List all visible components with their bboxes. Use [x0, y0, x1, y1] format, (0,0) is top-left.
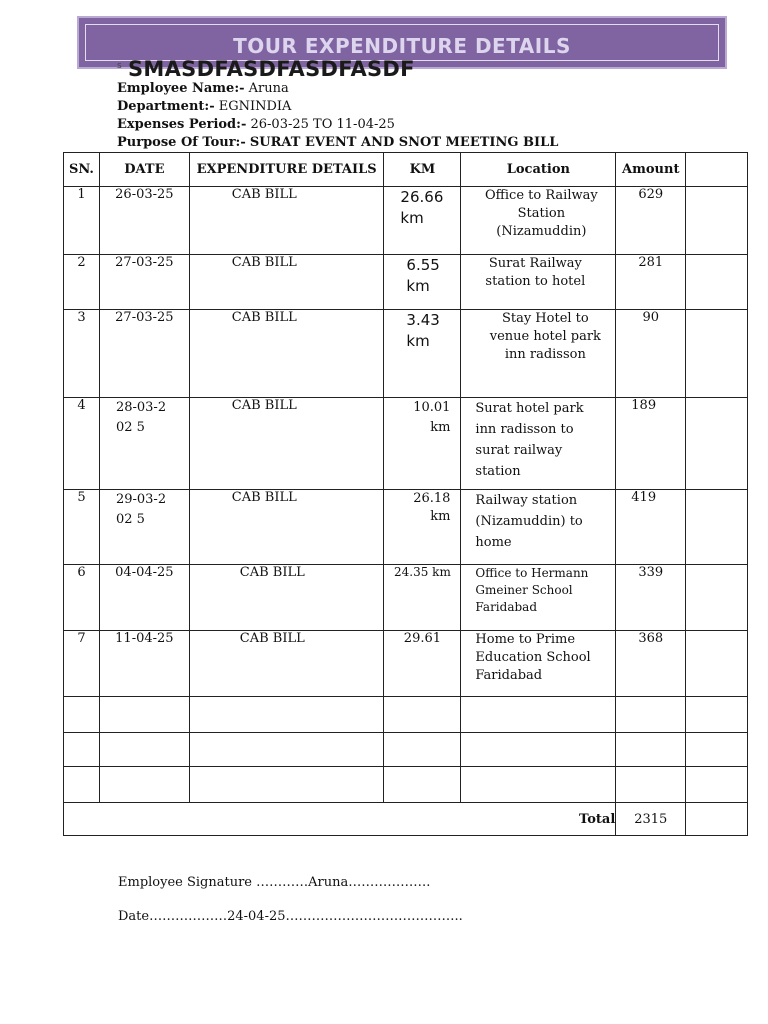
- row-amount: 90: [616, 310, 686, 398]
- empty-row: [64, 697, 748, 733]
- department-line: [117, 98, 291, 116]
- purpose-line: [117, 134, 558, 152]
- date-value: 24-04-25: [227, 909, 286, 924]
- document-subtitle: SMASDFASDFASDFASDF: [128, 57, 415, 81]
- row-date: 11-04-25: [99, 631, 189, 697]
- row-location: Office to Railway Station (Nizamuddin): [461, 187, 616, 255]
- row-amount: 339: [616, 565, 686, 631]
- row-km: 26.66 km: [384, 187, 461, 255]
- row-location: Surat hotel park inn radisson to surat railway station: [461, 398, 616, 490]
- signature-dots-before: …………: [256, 875, 309, 890]
- row-sn: 4: [64, 398, 100, 490]
- row-km: 24.35 km: [384, 565, 461, 631]
- expenditure-table: [63, 152, 748, 836]
- row-extra: [686, 565, 748, 631]
- empty-row: [64, 767, 748, 803]
- row-details: CAB BILL: [189, 310, 384, 398]
- row-amount: 629: [616, 187, 686, 255]
- row-sn: 2: [64, 255, 100, 310]
- employee-name-line: [117, 80, 289, 98]
- document-title: TOUR EXPENDITURE DETAILS: [233, 34, 571, 58]
- row-date: 04-04-25: [99, 565, 189, 631]
- row-date: 27-03-25: [99, 310, 189, 398]
- table-row: [64, 398, 748, 490]
- signature-label: Employee Signature: [118, 875, 252, 890]
- row-km: 10.01 km: [384, 398, 461, 490]
- signature-line: [118, 875, 430, 890]
- date-line: [118, 909, 463, 924]
- row-extra: [686, 187, 748, 255]
- row-location: Home to Prime Education School Faridabad: [461, 631, 616, 697]
- total-extra: [686, 803, 748, 836]
- table-row: [64, 565, 748, 631]
- row-extra: [686, 631, 748, 697]
- row-details: CAB BILL: [189, 490, 384, 565]
- purpose-label: Purpose Of Tour:-: [117, 135, 246, 150]
- table-row: [64, 255, 748, 310]
- expenses-period-line: [117, 116, 395, 134]
- row-sn: 6: [64, 565, 100, 631]
- header-extra: [686, 153, 748, 187]
- row-km: 29.61: [384, 631, 461, 697]
- row-sn: 7: [64, 631, 100, 697]
- row-date: 26-03-25: [99, 187, 189, 255]
- row-km: 26.18 km: [384, 490, 461, 565]
- department-label: Department:-: [117, 99, 215, 114]
- row-extra: [686, 490, 748, 565]
- date-dots-before: ………………: [149, 909, 228, 924]
- row-km: 6.55 km: [384, 255, 461, 310]
- table-row: [64, 631, 748, 697]
- row-details: CAB BILL: [189, 255, 384, 310]
- row-details: CAB BILL: [189, 565, 384, 631]
- row-date: 29-03-2 02 5: [99, 490, 189, 565]
- table-header-row: [64, 153, 748, 187]
- expenses-period-value: 26-03-25 TO 11-04-25: [250, 117, 395, 132]
- header-date: DATE: [99, 153, 189, 187]
- total-label: Total: [64, 803, 616, 836]
- table-row: [64, 310, 748, 398]
- row-location: Office to Hermann Gmeiner School Faridabad: [461, 565, 616, 631]
- header-km: KM: [384, 153, 461, 187]
- row-amount: 368: [616, 631, 686, 697]
- row-location: Surat Railway station to hotel: [461, 255, 616, 310]
- row-details: CAB BILL: [189, 631, 384, 697]
- total-row: [64, 803, 748, 836]
- date-dots-after: …………………………………..: [285, 909, 463, 924]
- department-value: EGNINDIA: [218, 99, 292, 114]
- row-details: CAB BILL: [189, 187, 384, 255]
- header-location: Location: [461, 153, 616, 187]
- row-sn: 5: [64, 490, 100, 565]
- empty-row: [64, 733, 748, 767]
- purpose-value: SURAT EVENT AND SNOT MEETING BILL: [249, 135, 559, 150]
- date-label: Date: [118, 909, 150, 924]
- total-amount: 2315: [616, 803, 686, 836]
- row-extra: [686, 310, 748, 398]
- employee-name-value: Aruna: [248, 81, 289, 96]
- row-amount: 189: [616, 398, 686, 490]
- row-date: 28-03-2 02 5: [99, 398, 189, 490]
- row-extra: [686, 398, 748, 490]
- row-sn: 1: [64, 187, 100, 255]
- header-details: EXPENDITURE DETAILS: [189, 153, 384, 187]
- expenses-period-label: Expenses Period:-: [117, 117, 247, 132]
- row-km: 3.43 km: [384, 310, 461, 398]
- table-row: [64, 490, 748, 565]
- row-location: Railway station (Nizamuddin) to home: [461, 490, 616, 565]
- row-sn: 3: [64, 310, 100, 398]
- row-amount: 281: [616, 255, 686, 310]
- row-extra: [686, 255, 748, 310]
- signature-value: Aruna: [308, 875, 349, 890]
- signature-dots-after: ……………….: [348, 875, 431, 890]
- stray-mark: s: [117, 61, 122, 71]
- row-details: CAB BILL: [189, 398, 384, 490]
- header-sn: SN.: [64, 153, 100, 187]
- employee-name-label: Employee Name:-: [117, 81, 245, 96]
- row-location: Stay Hotel to venue hotel park inn radisson: [461, 310, 616, 398]
- table-row: [64, 187, 748, 255]
- row-amount: 419: [616, 490, 686, 565]
- header-amount: Amount: [616, 153, 686, 187]
- row-date: 27-03-25: [99, 255, 189, 310]
